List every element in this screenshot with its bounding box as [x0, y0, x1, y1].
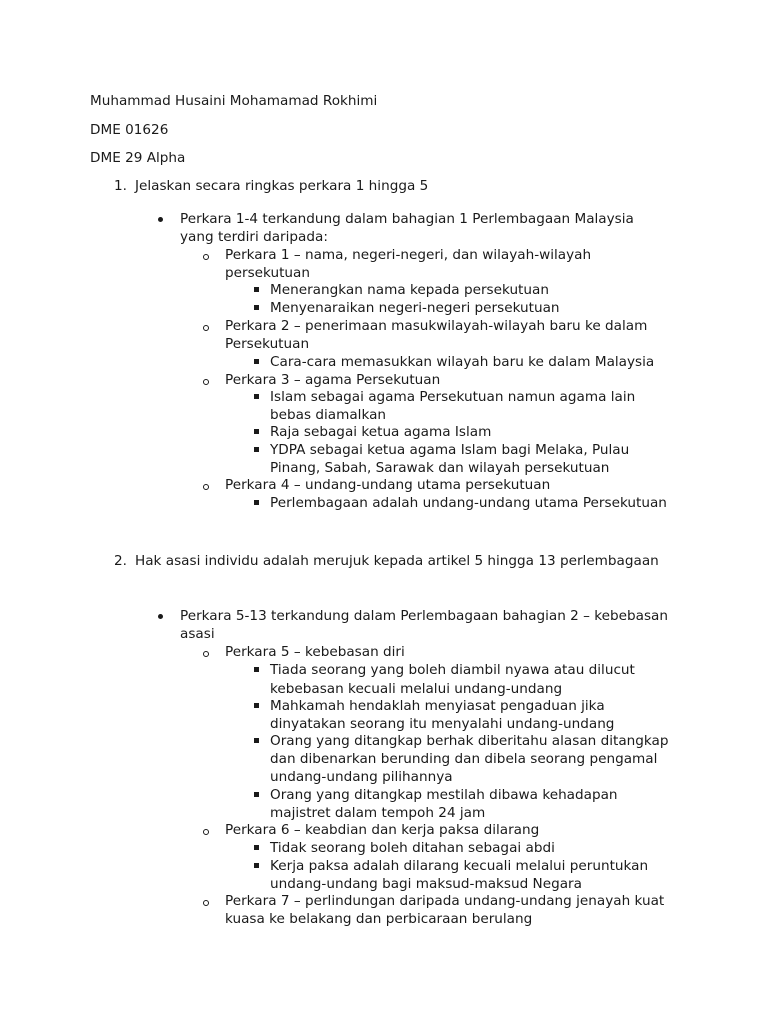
list-item: bebas diamalkan	[270, 407, 387, 423]
list-item: Perkara 3 – agama Persekutuan	[225, 372, 441, 388]
list-item: Tiada seorang yang boleh diambil nyawa atau dilucut	[270, 662, 635, 678]
bullet-square	[254, 287, 259, 292]
bullet-square	[254, 792, 259, 797]
bullet-square	[254, 863, 259, 868]
list-item: undang-undang pilihannya	[270, 769, 453, 785]
list-item: Kerja paksa adalah dilarang kecuali melalui peruntukan	[270, 858, 649, 874]
bullet-circle	[203, 484, 209, 490]
list-item: Menyenaraikan negeri-negeri persekutuan	[270, 300, 560, 316]
bullet-circle	[203, 651, 209, 657]
list-item: Raja sebagai ketua agama Islam	[270, 424, 492, 440]
list-item: majistret dalam tempoh 24 jam	[270, 805, 486, 821]
question-2-text: Hak asasi individu adalah merujuk kepada artikel 5 hingga 13 perlembagaan	[135, 553, 659, 569]
list-item: Perkara 6 – keabdian dan kerja paksa dilarang	[225, 822, 540, 838]
list-item: Cara-cara memasukkan wilayah baru ke dalam Malaysia	[270, 354, 655, 370]
list-item: persekutuan	[225, 265, 310, 281]
list-item: yang terdiri daripada:	[180, 229, 328, 245]
bullet-square	[254, 738, 259, 743]
bullet-circle	[203, 829, 209, 835]
class-name: DME 29 Alpha	[90, 150, 186, 166]
question-2-number: 2.	[114, 553, 127, 569]
list-item: Perkara 1-4 terkandung dalam bahagian 1 Perlembagaan Malaysia	[180, 211, 634, 227]
list-item: asasi	[180, 626, 215, 642]
bullet-square	[254, 845, 259, 850]
list-item: Perkara 4 – undang-undang utama persekutuan	[225, 477, 551, 493]
list-item: Orang yang ditangkap berhak diberitahu alasan ditangkap	[270, 733, 669, 749]
list-item: Perkara 5 – kebebasan diri	[225, 644, 405, 660]
list-item: Perkara 7 – perlindungan daripada undang-undang jenayah kuat	[225, 893, 665, 909]
bullet-square	[254, 500, 259, 505]
bullet-dot	[158, 614, 163, 619]
bullet-square	[254, 359, 259, 364]
list-item: Mahkamah hendaklah menyiasat pengaduan jika	[270, 698, 605, 714]
bullet-circle	[203, 254, 209, 260]
list-item: Islam sebagai agama Persekutuan namun agama lain	[270, 389, 636, 405]
bullet-dot	[158, 217, 163, 222]
student-id: DME 01626	[90, 122, 169, 138]
bullet-circle	[203, 325, 209, 331]
list-item: Perkara 5-13 terkandung dalam Perlembagaan bahagian 2 – kebebasan	[180, 608, 668, 624]
list-item: Pinang, Sabah, Sarawak dan wilayah persekutuan	[270, 460, 610, 476]
bullet-square	[254, 703, 259, 708]
list-item: kebebasan kecuali melalui undang-undang	[270, 681, 563, 697]
question-1-text: Jelaskan secara ringkas perkara 1 hingga 5	[135, 178, 429, 194]
bullet-circle	[203, 900, 209, 906]
bullet-square	[254, 667, 259, 672]
bullet-square	[254, 394, 259, 399]
list-item: Perkara 2 – penerimaan masukwilayah-wilayah baru ke dalam	[225, 318, 648, 334]
bullet-square	[254, 447, 259, 452]
question-1-number: 1.	[114, 178, 127, 194]
bullet-square	[254, 429, 259, 434]
bullet-circle	[203, 379, 209, 385]
list-item: Perlembagaan adalah undang-undang utama Persekutuan	[270, 495, 667, 511]
student-name: Muhammad Husaini Mohamamad Rokhimi	[90, 93, 378, 109]
list-item: dinyatakan seorang itu menyalahi undang-undang	[270, 716, 615, 732]
list-item: Menerangkan nama kepada persekutuan	[270, 282, 549, 298]
list-item: Orang yang ditangkap mestilah dibawa kehadapan	[270, 787, 618, 803]
list-item: undang-undang bagi maksud-maksud Negara	[270, 876, 582, 892]
bullet-square	[254, 305, 259, 310]
list-item: Tidak seorang boleh ditahan sebagai abdi	[270, 840, 555, 856]
list-item: YDPA sebagai ketua agama Islam bagi Melaka, Pulau	[270, 442, 630, 458]
list-item: dan dibenarkan berunding dan dibela seorang pengamal	[270, 751, 658, 767]
list-item: kuasa ke belakang dan perbicaraan berulang	[225, 911, 533, 927]
list-item: Persekutuan	[225, 336, 310, 352]
list-item: Perkara 1 – nama, negeri-negeri, dan wilayah-wilayah	[225, 247, 592, 263]
